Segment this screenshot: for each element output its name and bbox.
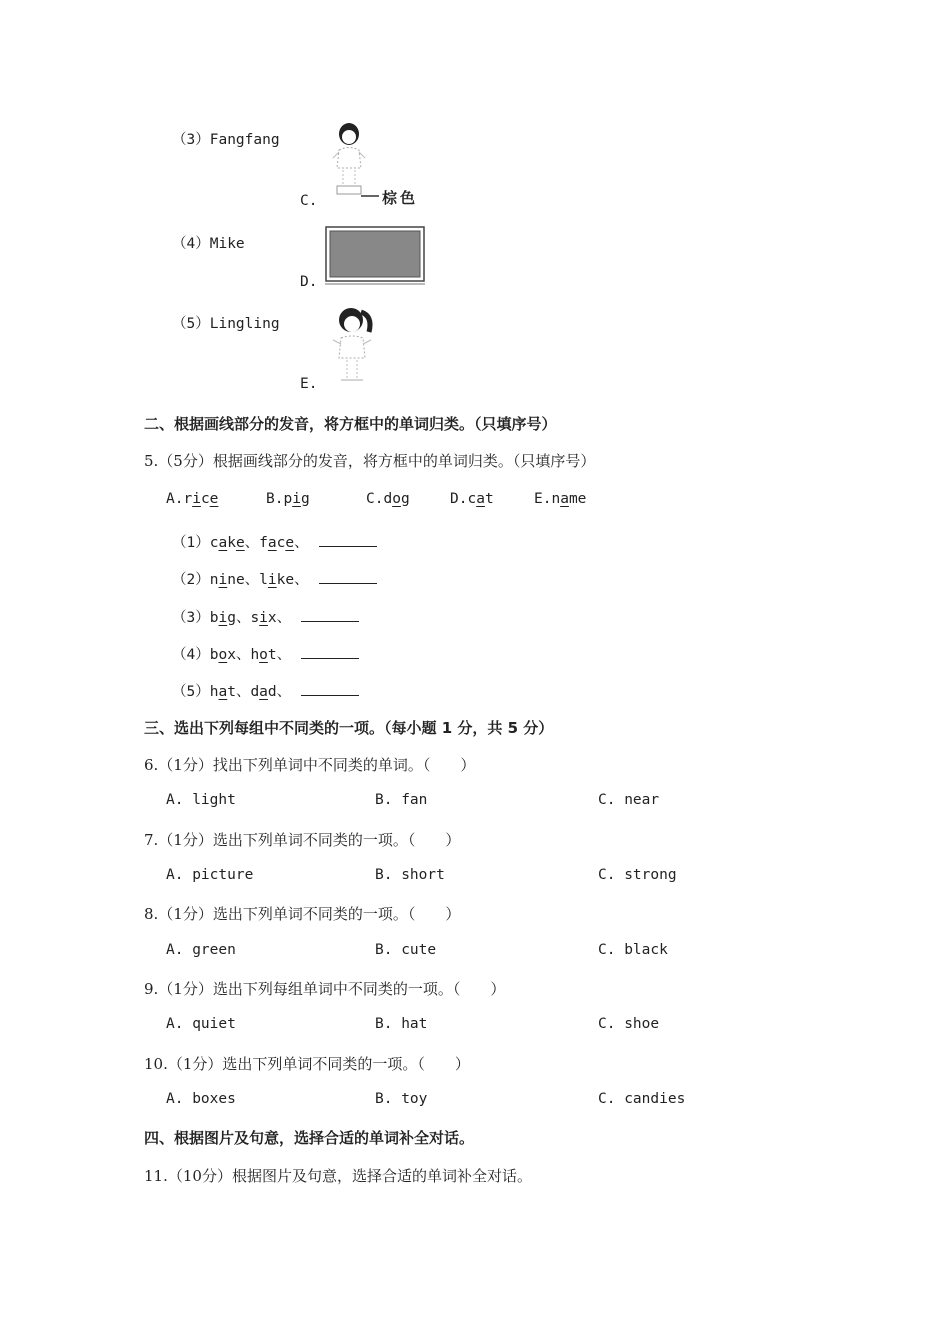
question-8: 8.（1分）选出下列单词不同类的一项。（ ） (144, 905, 461, 923)
pic-letter-e: E. (300, 376, 318, 392)
match-item-5: （5）Lingling (172, 316, 280, 332)
match-item-3: （3）Fangfang (172, 132, 280, 148)
sound-row-4: （4）box、hot、 (172, 643, 359, 664)
sound-row-3: （3）big、six、 (172, 606, 359, 627)
q8-option-a[interactable]: A. green (166, 942, 236, 958)
question-7: 7.（1分）选出下列单词不同类的一项。（ ） (144, 831, 461, 849)
q8-option-c[interactable]: C. black (598, 942, 668, 958)
q9-option-a[interactable]: A. quiet (166, 1016, 236, 1032)
pic-letter-d: D. (300, 274, 318, 290)
pic-label-brown: 棕色 (382, 189, 419, 207)
option-c: C.dog (366, 491, 410, 507)
q9-option-c[interactable]: C. shoe (598, 1016, 660, 1032)
question-10: 10.（1分）选出下列单词不同类的一项。（ ） (144, 1055, 470, 1073)
answer-blank-2[interactable] (319, 569, 377, 584)
answer-blank-5[interactable] (301, 681, 359, 696)
q6-option-a[interactable]: A. light (166, 792, 236, 808)
q7-option-c[interactable]: C. strong (598, 867, 677, 883)
q10-option-a[interactable]: A. boxes (166, 1091, 236, 1107)
option-d: D.cat (450, 491, 494, 507)
option-b: B.pig (266, 491, 310, 507)
q6-option-b[interactable]: B. fan (375, 792, 428, 808)
section-4-heading: 四、根据图片及句意，选择合适的单词补全对话。 (144, 1129, 475, 1147)
blackboard-icon (325, 226, 427, 288)
section-3-heading: 三、选出下列每组中不同类的一项。（每小题 1 分，共 5 分） (144, 719, 554, 737)
question-6: 6.（1分）找出下列单词中不同类的单词。（ ） (144, 756, 476, 774)
option-a: A.rice (166, 491, 219, 507)
answer-blank-3[interactable] (301, 607, 359, 622)
sound-row-5: （5）hat、dad、 (172, 680, 359, 701)
option-e: E.name (534, 491, 587, 507)
sound-row-2: （2）nine、like、 (172, 568, 377, 589)
q10-option-b[interactable]: B. toy (375, 1091, 428, 1107)
answer-blank-1[interactable] (319, 532, 377, 547)
answer-blank-4[interactable] (301, 644, 359, 659)
q8-option-b[interactable]: B. cute (375, 942, 437, 958)
section-2-heading: 二、根据画线部分的发音，将方框中的单词归类。（只填序号） (144, 415, 557, 433)
question-9: 9.（1分）选出下列每组单词中不同类的一项。（ ） (144, 980, 506, 998)
question-5: 5.（5分）根据画线部分的发音，将方框中的单词归类。（只填序号） (144, 452, 596, 470)
q7-option-a[interactable]: A. picture (166, 867, 254, 883)
q10-option-c[interactable]: C. candies (598, 1091, 686, 1107)
q7-option-b[interactable]: B. short (375, 867, 445, 883)
q6-option-c[interactable]: C. near (598, 792, 660, 808)
match-item-4: （4）Mike (172, 236, 245, 252)
q9-option-b[interactable]: B. hat (375, 1016, 428, 1032)
pic-letter-c: C. (300, 193, 318, 209)
girl-ponytail-icon (325, 304, 385, 388)
sound-row-1: （1）cake、face、 (172, 531, 377, 552)
question-11: 11.（10分）根据图片及句意，选择合适的单词补全对话。 (144, 1167, 532, 1185)
